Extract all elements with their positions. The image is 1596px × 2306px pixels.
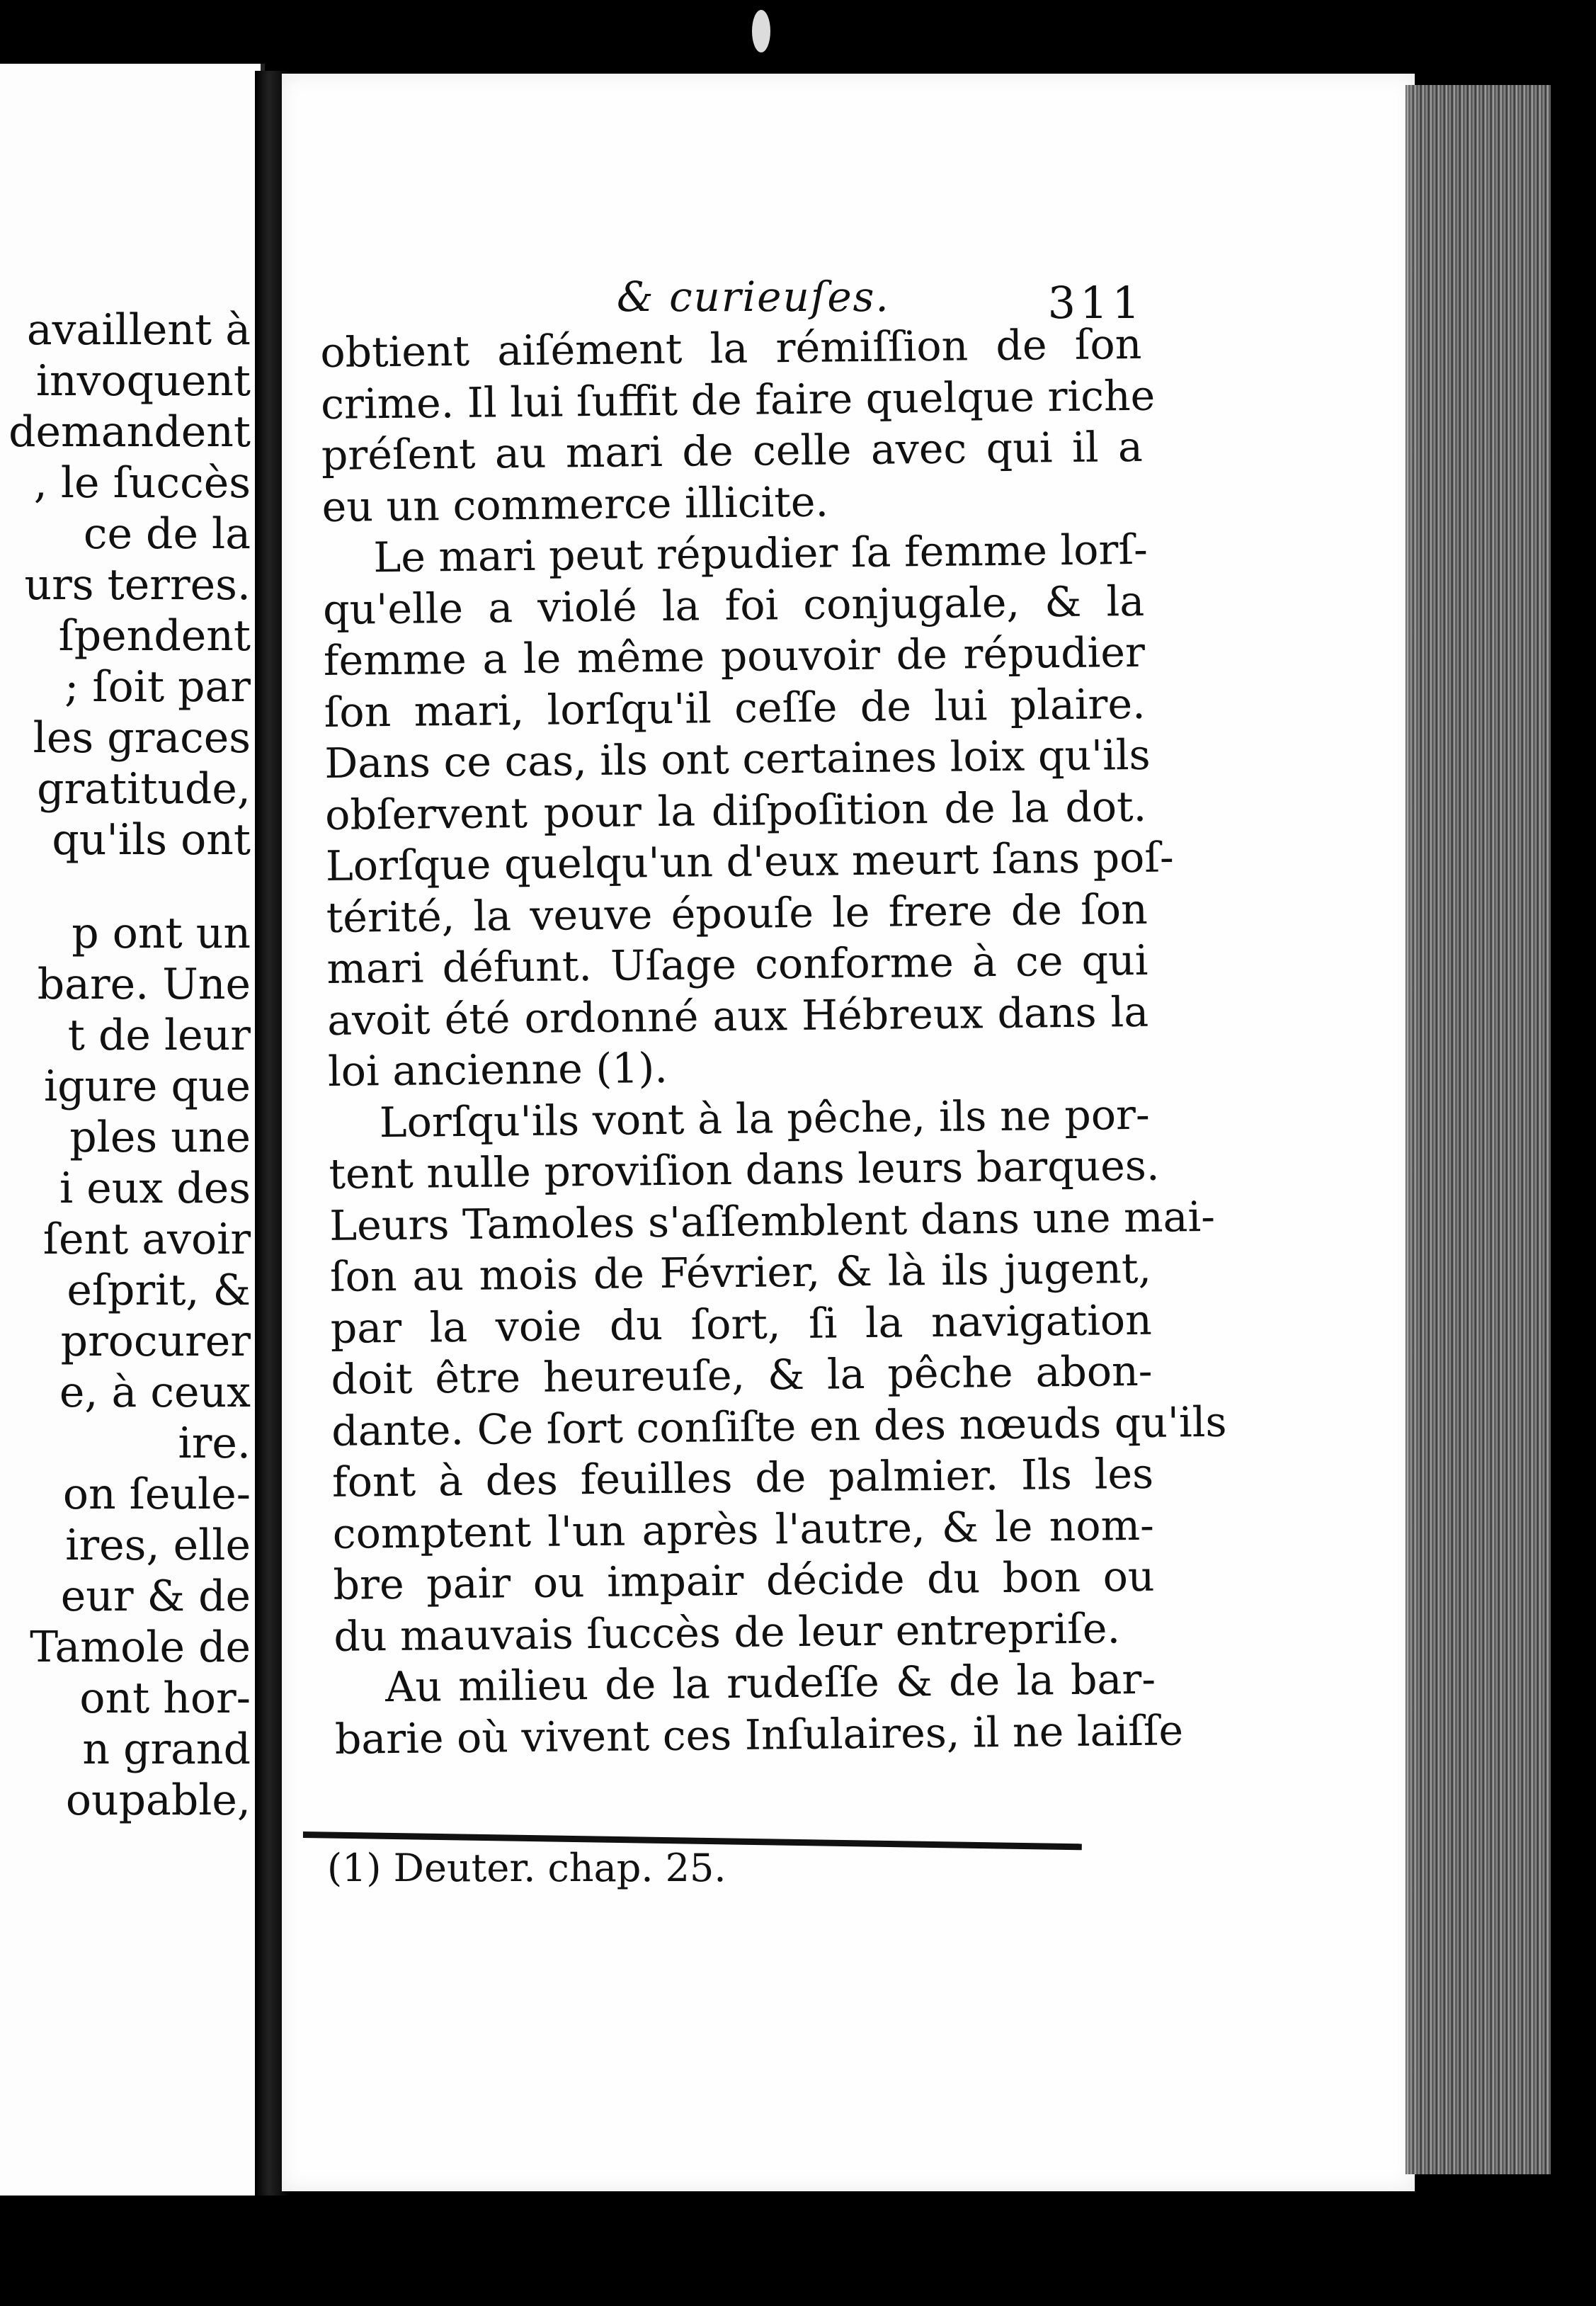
facing-line: ples une [69,1113,251,1162]
facing-line: invoquent [35,356,251,406]
text-line: avoit été ordonné aux Hébreux dans la [326,987,1149,1045]
text-line: qu'elle a violé la foi conjugale, & la [322,576,1145,634]
facing-line: gratitude, [37,764,251,814]
facing-line: ſent avoir [42,1215,251,1264]
facing-line: urs terres. [24,560,251,610]
text-line: loi ancienne (1). [327,1043,668,1096]
facing-line: ont hor- [79,1674,251,1723]
facing-line: bare. Une [37,960,251,1009]
bookmark-ribbon [752,10,770,52]
facing-line: demandent [8,407,251,457]
facing-line: Tamole de [30,1623,251,1672]
footnote: (1) Deuter. chap. 25. [327,1846,726,1890]
scan-background [1551,0,1596,2306]
facing-line: ce de la [83,509,251,559]
text-line: eu un commerce illicite. [321,477,829,531]
facing-line: igure que [43,1062,251,1111]
text-line: obtient aiſément la rémiſſion de ſon [320,319,1142,377]
paragraph [334,1654,1184,1765]
facing-page-left [0,64,265,2196]
text-line: Lorſque quelqu'un d'eux meurt ſans poſ- [325,833,1175,890]
text-line: Lorſqu'ils vont à la pêche, ils ne por- [379,1090,1151,1147]
text-line: barie où vivent ces Inſulaires, il ne laiſſe [334,1705,1184,1763]
text-line: Leurs Tamoles s'aſſemblent dans une mai- [329,1192,1216,1250]
facing-line: availlent à [26,305,251,355]
paragraph [322,524,1175,1098]
facing-page-text [8,305,251,1826]
text-line: par la voie du ſort, ſi la navigation [330,1295,1153,1353]
text-line: comptent l'un après l'autre, & le nom- [332,1501,1155,1558]
facing-line: , le ſuccès [33,458,251,508]
facing-line: oupable, [65,1776,251,1825]
text-line: doit être heureuſe, & la pêche abon- [331,1346,1153,1404]
paragraph [320,319,1156,533]
facing-line: on ſeule- [62,1470,251,1519]
facing-line: e, à ceux [59,1368,251,1417]
facing-line: qu'ils ont [52,815,251,865]
text-line: obſervent pour la diſpoſition de la dot. [324,782,1147,839]
running-title: & curieuſes. [617,273,890,321]
text-line: mari défunt. Uſage conforme à ce qui [326,936,1148,993]
page-block-edges [1406,85,1558,2174]
facing-line: ires, elle [65,1521,251,1570]
text-line: ſon au mois de Février, & là ils jugent, [329,1244,1152,1301]
text-line: font à des feuilles de palmier. Ils les [331,1449,1154,1506]
facing-line: les graces [33,713,251,763]
facing-line: ; ſoit par [64,662,251,712]
text-line: térité, la veuve épouſe le frere de ſon [326,885,1148,942]
facing-line: ſpendent [58,611,251,661]
text-line: Le mari peut répudier ſa femme lorſ- [373,525,1148,582]
text-line: du mauvais ſuccès de leur entrepriſe. [334,1603,1121,1661]
page-number: 311 [1047,277,1144,329]
facing-line-gap [8,865,251,908]
text-line: femme a le même pouvoir de répudier [323,627,1146,685]
text-line: tent nulle proviſion dans leurs barques. [329,1141,1160,1198]
text-line: préſent au mari de celle avec qui il a [321,422,1144,479]
facing-line: i eux des [59,1164,251,1213]
text-line: crime. Il lui ſuffit de faire quelque riche [320,371,1156,428]
text-line: ſon mari, lorſqu'il ceſſe de lui plaire. [324,679,1146,737]
text-line: bre pair ou impair décide du bon ou [333,1552,1155,1609]
text-line: dante. Ce ſort conſiſte en des nœuds qu'ils [331,1397,1227,1455]
facing-line: t de leur [67,1011,251,1060]
body-text [320,319,1227,1765]
facing-line: n grand [82,1725,251,1774]
paragraph [328,1089,1227,1662]
facing-line: p ont un [72,909,251,958]
facing-line: procurer [60,1317,251,1366]
text-line: Dans ce cas, ils ont certaines loix qu'ils [324,730,1151,788]
facing-line: eur & de [60,1572,251,1621]
text-line: Au milieu de la rudeſſe & de la bar- [384,1654,1156,1712]
facing-line: eſprit, & [67,1266,251,1315]
facing-line: ire. [178,1419,251,1468]
